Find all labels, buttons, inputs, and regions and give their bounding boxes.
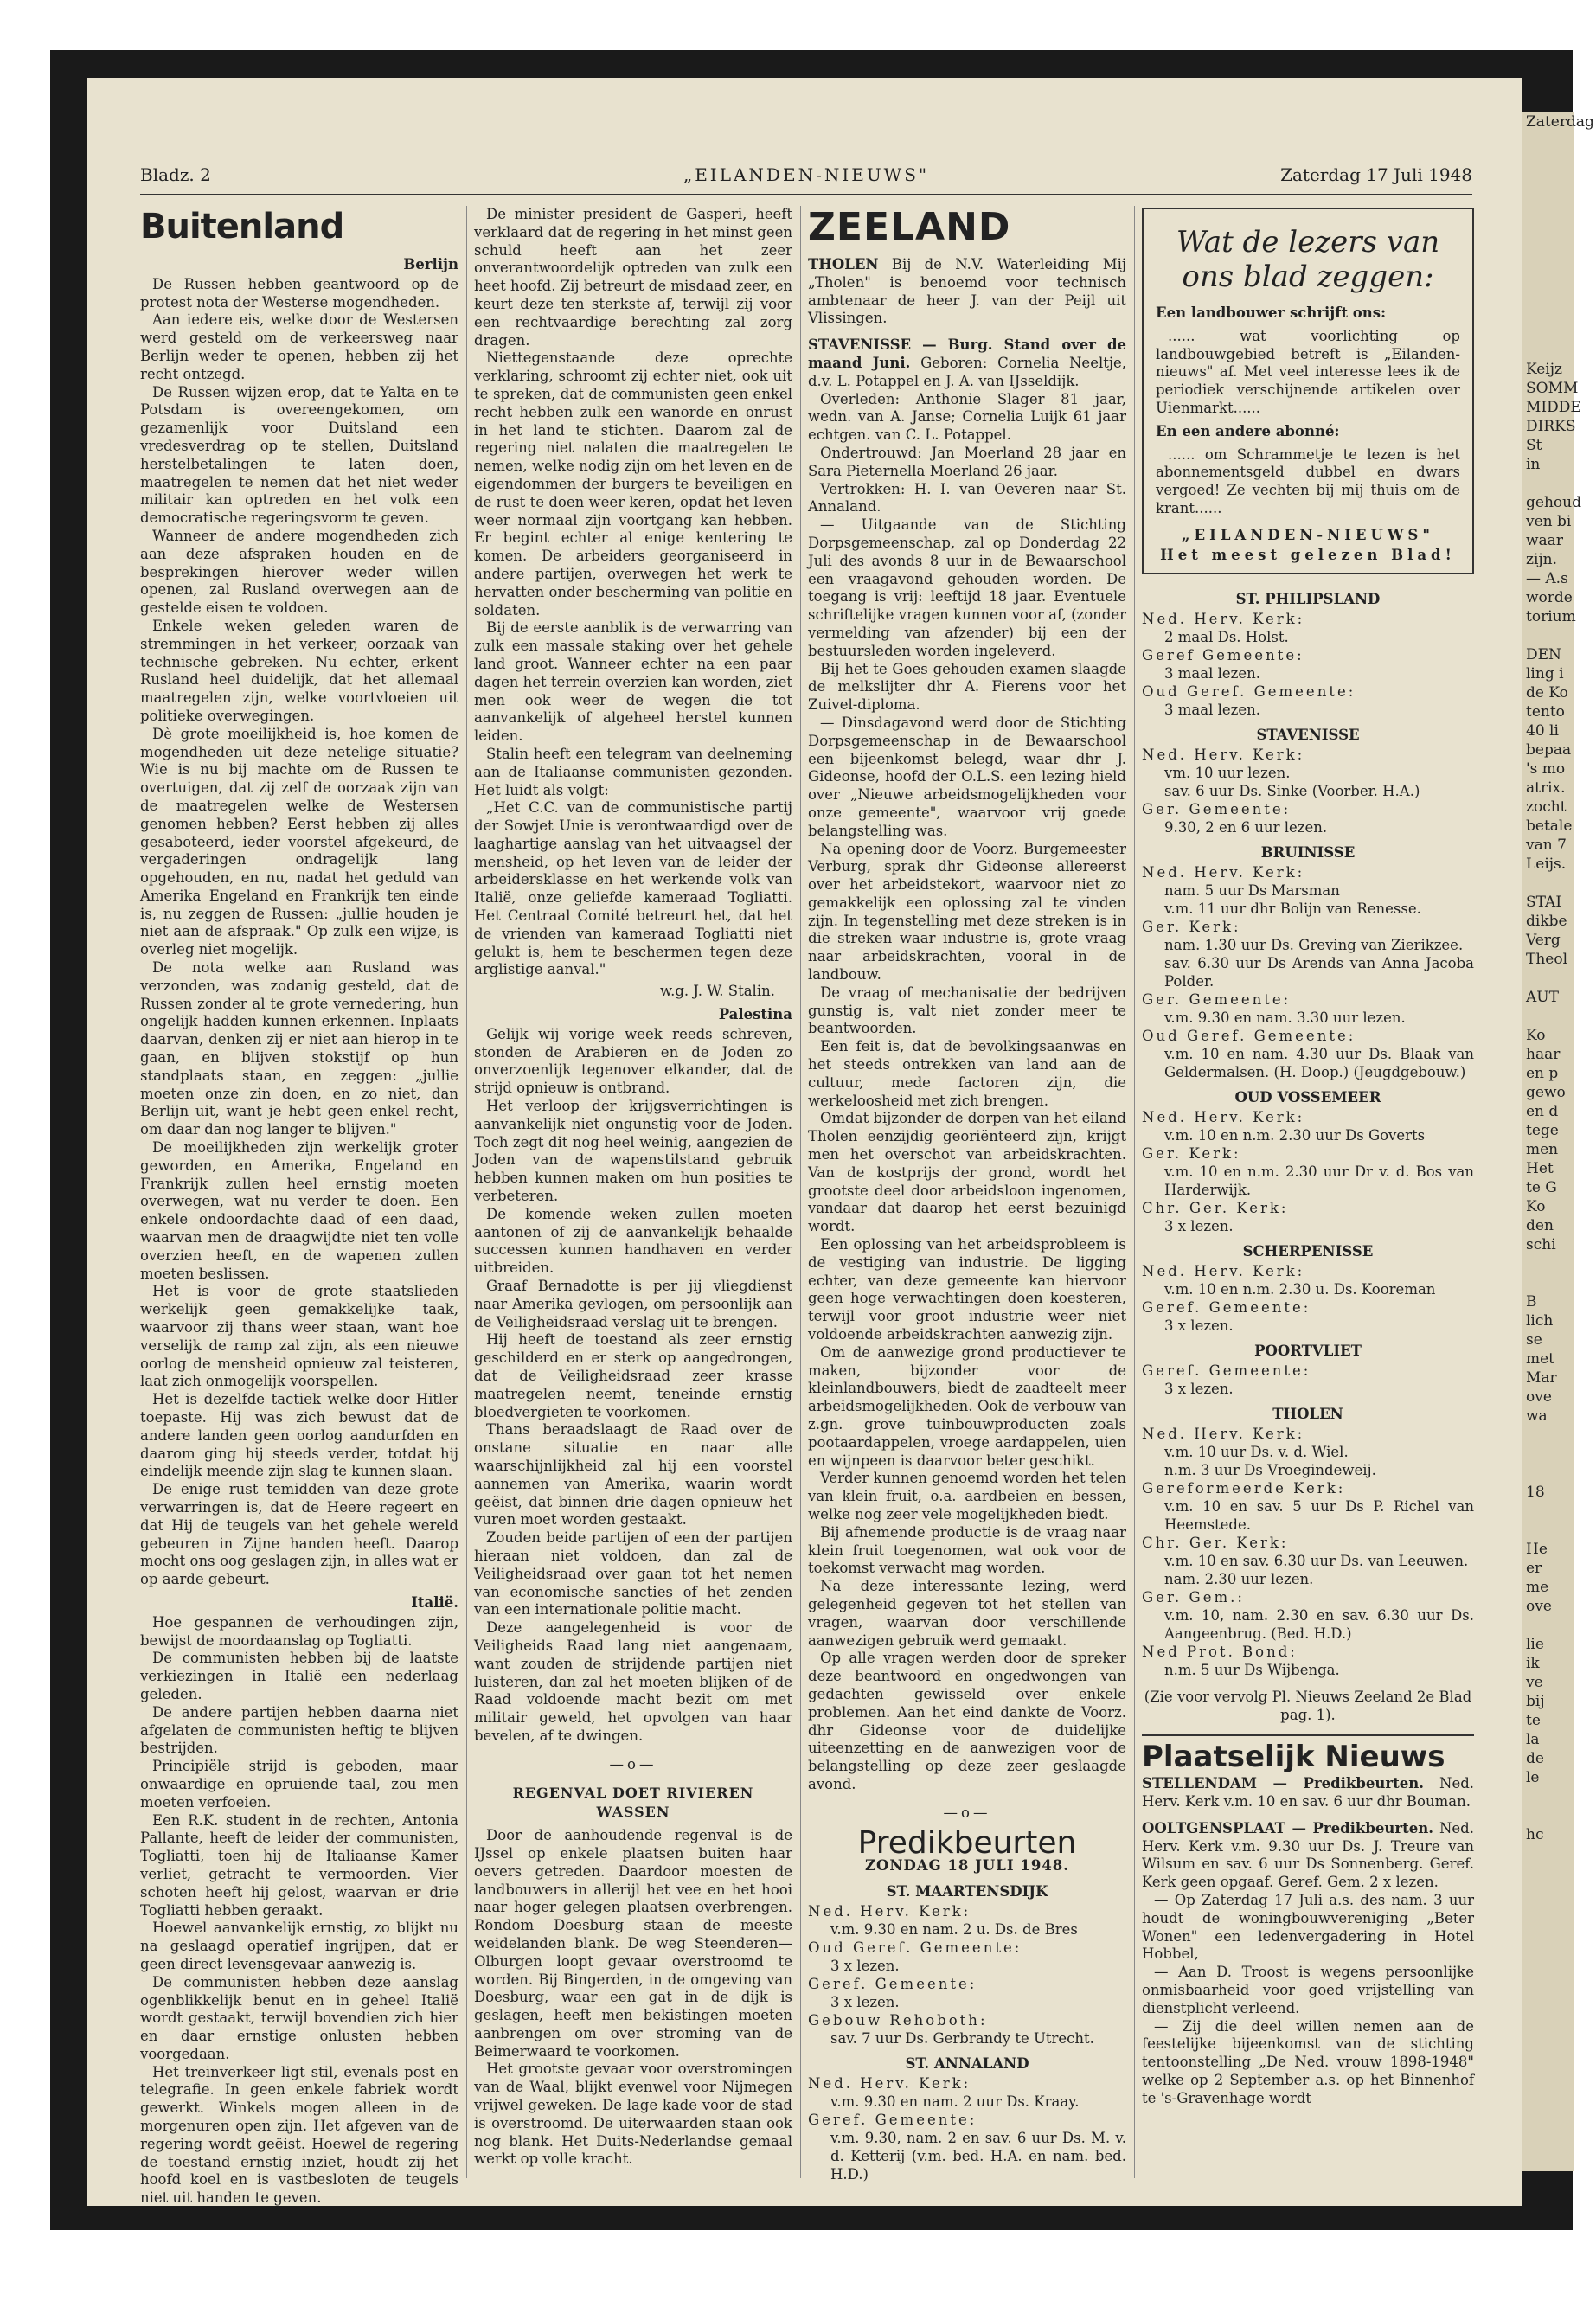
adjacent-page-fragment: Zaterdag: [1526, 113, 1594, 131]
column-kerk-plaatselijk: [1142, 206, 1474, 2178]
adjacent-page-fragment: 's mo: [1526, 760, 1566, 778]
paragraph: Deze aangelegenheid is voor de Veiligheids Raad lang niet aangenaam, want zouden de strijdende partijen niet luisteren, dan zal het moeten blijken of de Raad voldoende macht bezit om met militair geweld, het opvolgen van haar bevelen, af te dwingen.: [474, 1619, 792, 1744]
adjacent-page-fragment: er: [1526, 1560, 1542, 1577]
adjacent-page-fragment: le: [1526, 1769, 1540, 1786]
paragraph: Het verloop der krijgsverrichtingen is aanvankelijk niet ongunstig voor de Joden. Toch zegt dit nog heel weinig, aangezien de Joden van de wapenstilstand gebruik hebben kunnen maken om hun posities te verbeteren.: [474, 1098, 792, 1205]
town-name: ST. MAARTENSDIJK: [886, 1883, 1048, 1900]
service-time: v.m. 10 en n.m. 2.30 uur Ds Goverts: [1164, 1127, 1426, 1144]
paragraph: Een feit is, dat de bevolkingsaanwas en het steeds ontrekken van land aan de cultuur, mede factoren zijn, die werkeloosheid met zich brengen.: [808, 1038, 1126, 1109]
adjacent-page-fragment: St: [1526, 437, 1542, 454]
paragraph: Vertrokken: H. I. van Oeveren naar St. Annaland.: [808, 480, 1126, 516]
column-rule: [1134, 206, 1135, 2178]
adjacent-page-fragment: [1526, 1426, 1574, 1445]
paragraph: Na deze interessante lezing, werd gelegenheid gegeven tot het stellen van vragen, waarvan door verschillende aanwezigen gebruik werd gemaakt.: [808, 1578, 1126, 1649]
town-name: POORTVLIET: [1254, 1343, 1362, 1360]
adjacent-page-fragment: Keijz: [1526, 361, 1562, 378]
adjacent-page-fragment: [1526, 1616, 1574, 1635]
paragraph: Hoewel aanvankelijk ernstig, zo blijkt nu na geslaagd operatief ingrijpen, dat er geen direct levensgevaar aanwezig is.: [140, 1920, 458, 1972]
adjacent-page-fragment: Mar: [1526, 1369, 1557, 1387]
paragraph: Het is voor de grote staatslieden werkelijk geen gemakkelijke taak, waarvoor zij thans weer staan, want hoe verselijk de ramp zal zijn, als een nieuwe oorlog de mensheid opnieuw zal teisteren, laat zich onmogelijk voorspellen.: [140, 1283, 458, 1390]
paragraph: De communisten hebben bij de laatste verkiezingen in Italië een nederlaag geleden.: [140, 1650, 458, 1702]
service-time: v.m. 10 en sav. 6.30 uur Ds. van Leeuwen.: [1164, 1553, 1469, 1570]
continued-note: (Zie voor vervolg Pl. Nieuws Zeeland 2e Blad pag. 1).: [1144, 1689, 1472, 1724]
paragraph: Graaf Bernadotte is per jij vliegdienst naar Amerika gevlogen, om persoonlijk aan de Veiligheidsraad verslag uit te brengen.: [474, 1278, 792, 1330]
paragraph: Bij afnemende productie is de vraag naar klein fruit toegenomen, wat ook voor de toekomst verwacht mag worden.: [808, 1523, 1126, 1577]
paragraph: Hoe gespannen de verhoudingen zijn, bewijst de moordaanslag op Togliatti.: [140, 1613, 458, 1649]
page-number: Bladz. 2: [140, 164, 211, 185]
column-buitenland: [140, 206, 458, 2207]
service-time: sav. 6.30 uur Ds Arends van Anna Jacoba Polder.: [1164, 955, 1474, 990]
adjacent-page-fragment: ik: [1526, 1655, 1540, 1672]
box-title-line: Wat de lezers van: [1176, 225, 1440, 260]
adjacent-page-fragment: ven bi: [1526, 513, 1572, 530]
church-name: Ned. Herv. Kerk:: [808, 1903, 971, 1920]
adjacent-page-fragment: haar: [1526, 1046, 1561, 1063]
adjacent-page-fragment: DEN: [1526, 646, 1561, 663]
paragraph: Om de aanwezige grond productiever te maken, bijzonder voor de kleinlandbouwers, biedt de zaadteelt meer arbeidsmogelijkheden. Ook de verbouw van z.gn. grove tuinbouwproducten zoals pootaardappelen, vroege aardappelen, uien en wijnpeen is daarvoor beter geschikt.: [808, 1343, 1126, 1469]
paragraph: De communisten hebben deze aanslag ogenblikkelijk benut en in geheel Italië wordt gestaakt, terwijl bovendien zich hier en daar ernstige onlusten hebben voorgedaan.: [140, 1973, 458, 2062]
adjacent-page-fragment: B: [1526, 1293, 1537, 1311]
paragraph: Aan iedere eis, welke door de Westersen werd gesteld om de verkeersweg naar Berlijn weder te openen, hebben zij het recht ontzegd.: [140, 311, 458, 382]
paragraph: Enkele weken geleden waren de stremmingen in het verkeer, oorzaak van technische gebreken. Nu echter, erkent Rusland heel duidelijk, dat het allemaal maatregelen zijn, welke voortvloeien uit politieke overwegingen.: [140, 617, 458, 724]
church-name: Ned. Herv. Kerk:: [1142, 1263, 1305, 1280]
church-name: Chr. Ger. Kerk:: [1142, 1535, 1289, 1552]
paragraph: Niettegenstaande deze oprechte verklaring, schroomt zij echter niet, ook uit te spreken, dat de communisten geen enkel recht hebben zulk een wanorde en onrust in het land te stichten. Daarom zal de regering niet nalaten die maatregelen te nemen, welke nodig zijn om het leven en de eigendommen der burgers te beveiligen en de rust te doen weer keren, opdat het leven weer normaal zijn voortgang kan hebben. Er begint echter al enige kentering te komen. De arbeiders georganiseerd in andere partijen, overwegen het werk te hervatten onder bescherming van politie en soldaten.: [474, 349, 792, 619]
church-name: Gebouw Rehoboth:: [808, 2012, 988, 2029]
adjacent-page-fragment: me: [1526, 1579, 1549, 1596]
section-title: Buitenland: [140, 207, 344, 247]
paragraph: De komende weken zullen moeten aantonen of zij de aanvankelijk behaalde successen kunnen handhaven en verder uitbreiden.: [474, 1205, 792, 1277]
paper-name: „EILANDEN-NIEUWS": [683, 164, 930, 185]
adjacent-page-fragment: [1526, 1254, 1574, 1273]
plaatselijk-nieuws-title: Plaatselijk Nieuws: [1142, 1740, 1445, 1775]
adjacent-page-fragment: ve: [1526, 1674, 1543, 1691]
paragraph: De moeilijkheden zijn werkelijk groter geworden, en Amerika, Engeland en Frankrijk zullen heel ernstig moeten overwegen, wat nu verder te doen. Een enkele ondoordachte daad of een daad, waarvan men de draagwijdte niet ten volle overzien heeft, en de wapenen zullen moeten beslissen.: [140, 1139, 458, 1282]
service-time: 3 x lezen.: [830, 1958, 900, 1975]
church-listing: [1142, 590, 1474, 1724]
adjacent-page-fragment: [1526, 1007, 1574, 1026]
paragraph: — Op Zaterdag 17 Juli a.s. des nam. 3 uur houdt de woningbouwvereniging „Beter Wonen" een ledenvergadering in Hotel Hobbel,: [1142, 1891, 1474, 1963]
paragraph: Bij het te Goes gehouden examen slaagde de melkslijter dhr A. Fierens voor het Zuivel-diploma.: [808, 660, 1126, 714]
town-name: BRUINISSE: [1260, 844, 1356, 862]
service-time: 9.30, 2 en 6 uur lezen.: [1164, 819, 1328, 836]
service-time: 3 x lezen.: [1164, 1381, 1234, 1398]
adjacent-page-fragment: [1526, 303, 1574, 322]
adjacent-page-fragment: [1526, 151, 1574, 170]
paragraph: De Russen hebben geantwoord op de protest nota der Westerse mogendheden.: [140, 275, 458, 311]
adjacent-page-fragment: waar: [1526, 532, 1563, 549]
paragraph: Thans beraadslaagt de Raad over de onstane situatie en naar alle waarschijnlijkheid zal hij een voorstel aannemen van Amerika, waarin wordt geëist, dat binnen drie dagen opnieuw het vuren moet worden gestaakt.: [474, 1421, 792, 1529]
church-name: Chr. Ger. Kerk:: [1142, 1200, 1289, 1217]
paragraph: Het grootste gevaar voor overstromingen van de Waal, blijkt evenwel voor Nijmegen vrijwel geweken. De lage kade voor de stad is overstroomd. De uiterwaarden staan ook nog blank. Het Duits-Nederlandse gemaal werkt op volle kracht.: [474, 2061, 792, 2168]
paragraph: Bij de eerste aanblik is de verwarring van zulk een massale staking over het gehele land groot. Wanneer echter na een paar dagen het terrein overzien kan worden, ziet men ook weer de wegen die tot aanvankelijk of algeheel herstel kunnen leiden.: [474, 619, 792, 745]
church-name: Ned Prot. Bond:: [1142, 1644, 1298, 1661]
adjacent-page-fragment: 40 li: [1526, 722, 1559, 740]
service-time: 3 x lezen.: [1164, 1317, 1234, 1335]
adjacent-page-fragment: dikbe: [1526, 913, 1567, 930]
adjacent-page-fragment: [1526, 208, 1574, 227]
adjacent-page-fragment: ling i: [1526, 665, 1564, 683]
paragraph: De enige rust temidden van deze grote verwarringen is, dat de Heere regeert en dat Hij de teugels van het gehele wereld gebeuren in Zijne handen heeft. Daarop mocht ons oog geslagen zijn, in alles wat er op aarde gebeurt.: [140, 1481, 458, 1588]
service-time: v.m. 9.30 en nam. 2 u. Ds. de Bres: [830, 1921, 1078, 1939]
service-time: 3 maal lezen.: [1164, 665, 1260, 683]
paragraph: Een oplossing van het arbeidsprobleem is de vestiging van industrie. De ligging echter, van deze gemeente kan hiervoor geen hoge verwachtingen doen koesteren, terwijl voor groot industrie weer niet voldoende arbeidskrachten aanwezig zijn.: [808, 1236, 1126, 1343]
service-time: 3 maal lezen.: [1164, 702, 1260, 719]
paragraph: Een R.K. student in de rechten, Antonia Pallante, heeft de leider der communisten, Togliatti, toen hij de Italiaanse Kamer verliet, getracht te vermoorden. Vier schoten heeft hij gelost, waarvan er drie Togliatti hebben geraakt.: [140, 1811, 458, 1919]
article-headline: WASSEN: [596, 1804, 670, 1821]
paragraph: Verder kunnen genoemd worden het telen van klein fruit, o.a. aardbeien en bessen, welke nog zeer vele mogelijkheden biedt.: [808, 1470, 1126, 1522]
adjacent-page-fragment: te G: [1526, 1179, 1557, 1196]
adjacent-page-fragment: Ko: [1526, 1027, 1546, 1044]
adjacent-page-fragment: [1526, 626, 1574, 645]
place-name: STELLENDAM — Predikbeurten.: [1142, 1775, 1424, 1792]
paragraph: Wanneer de andere mogendheden zich aan deze afspraken houden en de besprekingen hierover weder willen openen, zal Rusland overwegen aan de gestelde eisen te voldoen.: [140, 527, 458, 617]
column-rule: [800, 206, 801, 2178]
paragraph: Het treinverkeer ligt stil, evenals post en telegrafie. In geen enkele fabriek wordt gewerkt. Winkels mogen alleen in de morgenuren open zijn. Het afgeven van de regering wordt geëist. Hoewel de regering de toestand ernstig inziet, houdt zij het hoofd koel en is vastbesloten de teugels niet uit handen te geven.: [140, 2063, 458, 2207]
adjacent-page-fragment: lie: [1526, 1636, 1544, 1653]
church-name: Oud Geref. Gemeente:: [808, 1939, 1022, 1957]
adjacent-page-fragment: bij: [1526, 1693, 1545, 1710]
church-name: Ger. Gemeente:: [1142, 991, 1292, 1009]
service-time: nam. 1.30 uur Ds. Greving van Zierikzee.: [1164, 937, 1464, 954]
adjacent-page-fragment: He: [1526, 1541, 1548, 1558]
box-title: [1156, 225, 1460, 294]
adjacent-page-fragment: [1526, 1445, 1574, 1464]
paragraph: Ondertrouwd: Jan Moerland 28 jaar en Sara Pieternella Moerland 26 jaar.: [808, 444, 1126, 479]
service-time: vm. 10 uur lezen.: [1164, 765, 1291, 782]
adjacent-page-fragment: [1526, 1787, 1574, 1806]
service-time: 2 maal Ds. Holst.: [1164, 629, 1289, 646]
paragraph: Het is dezelfde tactiek welke door Hitler toepaste. Hij was zich bewust dat de andere landen geen oorlog aandurfden en daarom ging hij steeds verder, totdat hij eindelijk meende zijn slag te kunnen slaan.: [140, 1391, 458, 1480]
adjacent-page-fragment: 18: [1526, 1484, 1545, 1501]
adjacent-page-fragment: [1526, 874, 1574, 893]
adjacent-page-fragment: [1526, 969, 1574, 988]
service-time: nam. 5 uur Ds Marsman: [1164, 882, 1340, 900]
adjacent-page-fragment: gewo: [1526, 1084, 1566, 1101]
adjacent-page-fragment: Ko: [1526, 1198, 1546, 1215]
town-name: ST. ANNALAND: [905, 2055, 1029, 2073]
adjacent-page-fragment: se: [1526, 1331, 1542, 1349]
quote-intro: En een andere abonné:: [1156, 422, 1340, 439]
adjacent-page-fragment: torium: [1526, 608, 1576, 625]
paragraph: Dè grote moeilijkheid is, hoe komen de mogendheden uit deze netelige situatie? Wie is nu bij machte om de Russen te overtuigen, dat zij zelf de oorzaak zijn van de maatregelen welke de Westersen genomen hebben? Eerst hebben zij alles gesaboteerd, ieder voorstel afgekeurd, de vergaderingen ondragelijk lang opgehouden, en nu, nadat het geduld van Amerika Engeland en Frankrijk ten einde is, nu zeggen de Russen: „jullie houden je niet aan de afspraak." Op zulk een wijze, is overleg niet mogelijk.: [140, 725, 458, 958]
adjacent-page-fragment: en d: [1526, 1103, 1559, 1120]
adjacent-page-fragment: MIDDE: [1526, 399, 1581, 416]
adjacent-page-fragment: la: [1526, 1731, 1540, 1748]
paragraph: Door de aanhoudende regenval is de IJssel op enkele plaatsen buiten haar oevers getreden. Daardoor moesten de landbouwers in allerijl het vee en het hooi naar hoger gelegen plaatsen overbrengen. Rondom Doesburg staan de meeste weidelanden blank. De weg Steenderen—Olburgen loopt gevaar overstroomd te worden. Bij Bingerden, in de omgeving van Doesburg, waar een gat in de dijk is geslagen, heeft men bekistingen moeten aanbrengen om over stroming van de Beimerwaard te voorkomen.: [474, 1827, 792, 2060]
paragraph: Gelijk wij vorige week reeds schreven, stonden de Arabieren en de Joden zo onverzoenlijk tegenover elkander, dat de strijd opnieuw is ontbrand.: [474, 1025, 792, 1097]
adjacent-page-fragment: schi: [1526, 1236, 1556, 1253]
adjacent-page-fragment: van 7: [1526, 836, 1567, 854]
adjacent-page-fragment: [1526, 1521, 1574, 1540]
box-title-line: ons blad zeggen:: [1182, 260, 1434, 294]
service-time: v.m. 10 uur Ds. v. d. Wiel.: [1164, 1444, 1349, 1461]
church-name: Oud Geref. Gemeente:: [1142, 683, 1356, 701]
adjacent-page-fragment: de: [1526, 1750, 1544, 1767]
town-name: OUD VOSSEMEER: [1234, 1089, 1381, 1106]
paragraph: — Zij die deel willen nemen aan de feestelijke bijeenkomst van de stichting tentoonstelling „De Ned. vrouw 1898-1948" welke op 2 September a.s. op het Binnenhof te 's-Gravenhage wordt: [1142, 2017, 1474, 2106]
adjacent-page-fragment: DIRKS: [1526, 418, 1576, 435]
church-name: Ned. Herv. Kerk:: [1142, 1109, 1305, 1126]
ornament-divider: —o—: [943, 1804, 991, 1821]
service-time: v.m. 10 en nam. 4.30 uur Ds. Blaak van Geldermalsen. (H. Doop.) (Jeugdgebouw.): [1164, 1046, 1474, 1081]
slogan-paper: „EILANDEN-NIEUWS": [1182, 526, 1434, 543]
town-name: ST. PHILIPSLAND: [1235, 591, 1381, 608]
adjacent-page-fragment: [1526, 131, 1574, 151]
adjacent-page-fragment: tege: [1526, 1122, 1559, 1139]
adjacent-page-fragment: SOMM: [1526, 380, 1579, 397]
adjacent-page-fragment: worde: [1526, 589, 1573, 606]
column-zeeland: [808, 205, 1126, 2183]
paragraph: De andere partijen hebben daarna niet afgelaten de communisten heftig te blijven bestrijden.: [140, 1703, 458, 1757]
adjacent-page-fragment: zocht: [1526, 798, 1567, 816]
church-name: Ned. Herv. Kerk:: [1142, 864, 1305, 881]
church-name: Ned. Herv. Kerk:: [1142, 747, 1305, 764]
adjacent-page-fragment: [1526, 322, 1574, 341]
church-name: Geref Gemeente:: [1142, 647, 1304, 664]
adjacent-page-fragment: bepaa: [1526, 741, 1572, 759]
adjacent-page-fragment: zijn.: [1526, 551, 1558, 568]
issue-date: Zaterdag 17 Juli 1948: [1280, 164, 1472, 185]
adjacent-page-fragment: hc: [1526, 1826, 1544, 1843]
subhead-palestina: Palestina: [718, 1006, 792, 1023]
predikbeurten-date: ZONDAG 18 JULI 1948.: [864, 1857, 1070, 1875]
service-time: n.m. 3 uur Ds Vroegindeweij.: [1164, 1462, 1376, 1479]
adjacent-page-fragment: de Ko: [1526, 684, 1568, 702]
adjacent-page-fragment: ove: [1526, 1388, 1552, 1406]
adjacent-page-fragment: tento: [1526, 703, 1565, 721]
paragraph: De Russen wijzen erop, dat te Yalta en te Potsdam is overeengekomen, om gezamenlijk voor Duitsland een vredesverdrag op te stellen, Duitsland herstelbetalingen te laten doen, maatregelen te nemen dat het niet weder militair kan optreden en het volk een democratische regeringsvorm te geven.: [140, 383, 458, 527]
service-time: 3 x lezen.: [1164, 1218, 1234, 1235]
paragraph: — Aan D. Troost is wegens persoonlijke onmisbaarheid voor goed vrijstelling van dienstplicht verleend.: [1142, 1964, 1474, 2016]
church-name: Ger. Gem.:: [1142, 1589, 1245, 1606]
paragraph: Omdat bijzonder de dorpen van het eiland Tholen eenzijdig georiënteerd zijn, krijgt men het overschot van arbeidskrachten. Van de kostprijs der grond, wordt het grootste deel door arbeidsloon ingenomen, vandaar dat daarop het eerst bezuinigd wordt.: [808, 1110, 1126, 1235]
adjacent-page-fragment: [1526, 227, 1574, 246]
service-time: v.m. 10 en n.m. 2.30 u. Ds. Kooreman: [1164, 1281, 1436, 1298]
ornament-divider: —o—: [609, 1755, 657, 1772]
signature-line: w.g. J. W. Stalin.: [659, 983, 775, 1000]
paragraph: De minister president de Gasperi, heeft verklaard dat de regering in het minst geen schuld heeft aan het zeer onverantwoordelijk optreden van zulk een heet hoofd. Zij betreurt de misdaad zeer, en keurt deze ten sterkste af, terwijl zij voor een rechtvaardige berechting zal zorg dragen.: [474, 206, 792, 349]
adjacent-page-fragment: Leijs.: [1526, 856, 1567, 873]
adjacent-page-fragment: [1526, 170, 1574, 189]
adjacent-page-fragment: AUT: [1526, 989, 1559, 1006]
column-rule: [466, 206, 467, 2178]
service-time: nam. 2.30 uur lezen.: [1164, 1571, 1314, 1588]
news-text: Ned. Herv. Kerk v.m. 10 en sav. 6 uur dhr Bouman.: [1142, 1775, 1475, 1810]
adjacent-page-fragment: [1526, 1273, 1574, 1292]
paragraph: Stalin heeft een telegram van deelneming aan de Italiaanse communisten gezonden. Het luidt als volgt:: [474, 745, 792, 798]
church-name: Geref. Gemeente:: [1142, 1362, 1311, 1380]
paragraph: Principiële strijd is geboden, maar onwaardige en opruiende taal, zou men moeten verfoeien.: [140, 1758, 458, 1811]
place-name: OOLTGENSPLAAT — Predikbeurten.: [1142, 1819, 1433, 1836]
church-name: Geref. Gemeente:: [808, 1976, 977, 1993]
place-name: THOLEN: [808, 256, 879, 272]
page-header: [140, 164, 1472, 195]
stalin-quote: „Het C.C. van de communistische partij der Sowjet Unie is verontwaardigd over de laaghartige aanslag van het uitvaagsel der mensheid, op het leven van de leider der arbeidersklasse en het werkende volk van Italië, onze geliefde kameraad Togliatti. Het Centraal Comité betreurt het, dat het de vrienden van kameraad Togliatti niet gelukt is, hem te beschermen tegen deze arglistige aanval.": [474, 799, 792, 978]
adjacent-page-fragment: wa: [1526, 1407, 1548, 1425]
paragraph: — Uitgaande van de Stichting Dorpsgemeenschap, zal op Donderdag 22 Juli des avonds 8 uur in de Bewaarschool een vraagavond gehouden worden. De toegang is vrij: leeftijd 18 jaar. Eventuele schriftelijke vragen kunnen voor af, (zonder vermelding van afzender) bij een der bestuursleden worden ingeleverd.: [808, 516, 1126, 659]
place-name: STAVENISSE — Burg. Stand over de maand Juni.: [808, 336, 1126, 371]
service-time: v.m. 9.30, nam. 2 en sav. 6 uur Ds. M. v. d. Ketterij (v.m. bed. H.A. en nam. bed. H.D.): [830, 2130, 1126, 2183]
adjacent-page-fragment: [1526, 1464, 1574, 1483]
adjacent-page-fragment: [1526, 265, 1574, 284]
adjacent-page-fragment: gehoud: [1526, 494, 1581, 511]
adjacent-page-fragment: [1526, 189, 1574, 208]
adjacent-page-fragment: [1526, 246, 1574, 265]
column-italie-palestina: [474, 206, 792, 2178]
slogan-line: Het meest gelezen Blad!: [1160, 546, 1456, 563]
adjacent-page-fragment: [1526, 1806, 1574, 1825]
news-text: Bij de N.V. Waterleiding Mij „Tholen" is benoemd voor technisch ambtenaar de heer J. van der Peijl uit Vlissingen.: [808, 256, 1126, 327]
service-time: v.m. 9.30 en nam. 3.30 uur lezen.: [1164, 1009, 1406, 1027]
adjacent-page-fragment: atrix.: [1526, 779, 1566, 797]
church-name: Ned. Herv. Kerk:: [1142, 1426, 1305, 1443]
church-name: Ger. Kerk:: [1142, 1145, 1241, 1163]
adjacent-page-fragment: men: [1526, 1141, 1559, 1158]
adjacent-page-fragment: Het: [1526, 1160, 1554, 1177]
adjacent-page-fragment: [1526, 341, 1574, 360]
service-time: sav. 6 uur Ds. Sinke (Voorber. H.A.): [1164, 783, 1420, 800]
adjacent-page-fragment: lich: [1526, 1312, 1554, 1330]
news-text: Geboren: Cornelia Neeltje, d.v. L. Potappel en J. A. van IJsseldijk.: [808, 354, 1126, 389]
subhead-italie: Italië.: [411, 1593, 458, 1611]
paragraph: Hij heeft de toestand als zeer ernstig geschilderd en er sterk op aangedrongen, dat de Veiligheidsraad zeer krasse maatregelen neemt, teneinde ernstig bloedvergieten te voorkomen.: [474, 1331, 792, 1420]
news-text: Ned. Herv. Kerk v.m. 9.30 uur Ds. J. Treure van Wilsum en sav. 6 uur Ds Sonnenberg. Geref. Kerk geen opgaaf. Geref. Gem. 2 x lezen.: [1142, 1819, 1474, 1891]
reader-quotes-box: [1142, 208, 1474, 574]
church-name: Ned. Herv. Kerk:: [808, 2075, 971, 2093]
adjacent-page-fragment: — A.s: [1526, 570, 1568, 587]
divider: [1142, 1734, 1474, 1736]
service-time: v.m. 10 en n.m. 2.30 uur Dr v. d. Bos van Harderwijk.: [1164, 1163, 1474, 1199]
church-name: Geref. Gemeente:: [808, 2112, 977, 2129]
adjacent-page-fragment: [1526, 284, 1574, 303]
predikbeurten-title: Predikbeurten: [857, 1824, 1077, 1861]
adjacent-page-fragment: STAI: [1526, 894, 1562, 911]
adjacent-page-fragment: [1526, 474, 1574, 493]
church-listing: [808, 1882, 1126, 2183]
church-name: Oud Geref. Gemeente:: [1142, 1028, 1356, 1045]
adjacent-page-fragment: en p: [1526, 1065, 1559, 1082]
paragraph: Na opening door de Voorz. Burgemeester Verburg, sprak dhr Gideonse allereerst over het arbeidstekort, waarvoor niet zo gemakkelijk een oplossing zal te vinden zijn. In tegenstelling met deze streken is in die streken waar industrie is, grote vraag naar arbeidskrachten, vooral in de landbouw.: [808, 840, 1126, 984]
service-time: 3 x lezen.: [830, 1994, 900, 2011]
service-time: sav. 7 uur Ds. Gerbrandy te Utrecht.: [830, 2030, 1094, 2048]
adjacent-page-edge: [1522, 112, 1594, 2171]
adjacent-page-fragment: ove: [1526, 1598, 1552, 1615]
service-time: n.m. 5 uur Ds Wijbenga.: [1164, 1662, 1340, 1679]
paragraph: — Dinsdagavond werd door de Stichting Dorpsgemeenschap in de Bewaarschool een bijeenkomst belegd, waar dhr J. Gideonse, hoofd der O.L.S. een lezing hield over „Nieuwe arbeidsmogelijkheden voor onze gemeente", waarvoor vrij goede belangstelling was.: [808, 714, 1126, 839]
adjacent-page-fragment: betale: [1526, 817, 1573, 835]
town-name: STAVENISSE: [1256, 727, 1360, 744]
church-name: Ger. Kerk:: [1142, 919, 1241, 936]
adjacent-page-fragment: te: [1526, 1712, 1541, 1729]
church-name: Gereformeerde Kerk:: [1142, 1480, 1346, 1497]
service-time: v.m. 10 en sav. 5 uur Ds P. Richel van Heemstede.: [1164, 1498, 1474, 1534]
quote-intro: Een landbouwer schrijft ons:: [1156, 304, 1387, 321]
adjacent-page-fragment: in: [1526, 456, 1541, 473]
reader-quote: ...... wat voorlichting op landbouwgebied betreft is „Eilanden-nieuws" af. Met veel interesse lees ik de periodiek verschijnende artikelen over Uienmarkt......: [1156, 327, 1460, 416]
adjacent-page-fragment: [1526, 1502, 1574, 1521]
subhead-berlijn: Berlijn: [403, 256, 458, 272]
adjacent-page-fragment: Verg: [1526, 932, 1561, 949]
adjacent-page-fragment: den: [1526, 1217, 1554, 1234]
section-title: ZEELAND: [808, 205, 1011, 249]
newspaper-page: [87, 78, 1522, 2206]
reader-quote: ...... om Schrammetje te lezen is het abonnementsgeld dubbel en dwars vergoed! Ze vechten bij mij thuis om de krant......: [1156, 445, 1460, 516]
service-time: v.m. 9.30 en nam. 2 uur Ds. Kraay.: [830, 2093, 1080, 2111]
paragraph: De nota welke aan Rusland was verzonden, was zodanig gesteld, dat de Russen zonder al te grote vernedering, hun ongelijk hadden kunnen erkennen. Inplaats daarvan, denken zij er niet aan hierop in te gaan, en blijven stokstijf op hun standplaats staan, en zeggen: „jullie moeten onze zin doen, en zo niet, dan Berlijn uit, want je hebt geen enkel recht, om daar dan nog langer te blijven.": [140, 959, 458, 1138]
service-time: v.m. 10, nam. 2.30 en sav. 6.30 uur Ds. Aangeenbrug. (Bed. H.D.): [1164, 1607, 1474, 1643]
paragraph: Zouden beide partijen of een der partijen hieraan niet voldoen, dan zal de Veiligheidsraad over gaan tot het nemen van economische sancties of het zenden van een internationale politie macht.: [474, 1529, 792, 1618]
adjacent-page-fragment: met: [1526, 1350, 1555, 1368]
church-name: Ger. Gemeente:: [1142, 801, 1292, 818]
town-name: SCHERPENISSE: [1242, 1243, 1374, 1260]
service-time: v.m. 11 uur dhr Bolijn van Renesse.: [1164, 901, 1421, 918]
paragraph: Op alle vragen werden door de spreker deze beantwoord en ongedwongen van gedachten gewisseld over enkele problemen. Aan het eind dankte de Voorz. dhr Gideonse voor de duidelijke uiteenzetting en de aanwezigen voor de belangstelling op deze zeer geslaagde avond.: [808, 1650, 1126, 1792]
town-name: THOLEN: [1272, 1406, 1343, 1423]
church-name: Ned. Herv. Kerk:: [1142, 611, 1305, 628]
article-headline: REGENVAL DOET RIVIEREN: [512, 1784, 754, 1801]
paragraph: Overleden: Anthonie Slager 81 jaar, wedn. van A. Janse; Cornelia Luijk 61 jaar echtgen. van C. L. Potappel.: [808, 390, 1126, 444]
church-name: Geref. Gemeente:: [1142, 1299, 1311, 1317]
adjacent-page-fragment: Theol: [1526, 951, 1568, 968]
paragraph: De vraag of mechanisatie der bedrijven gunstig is, valt niet zonder meer te beantwoorden.: [808, 984, 1126, 1037]
